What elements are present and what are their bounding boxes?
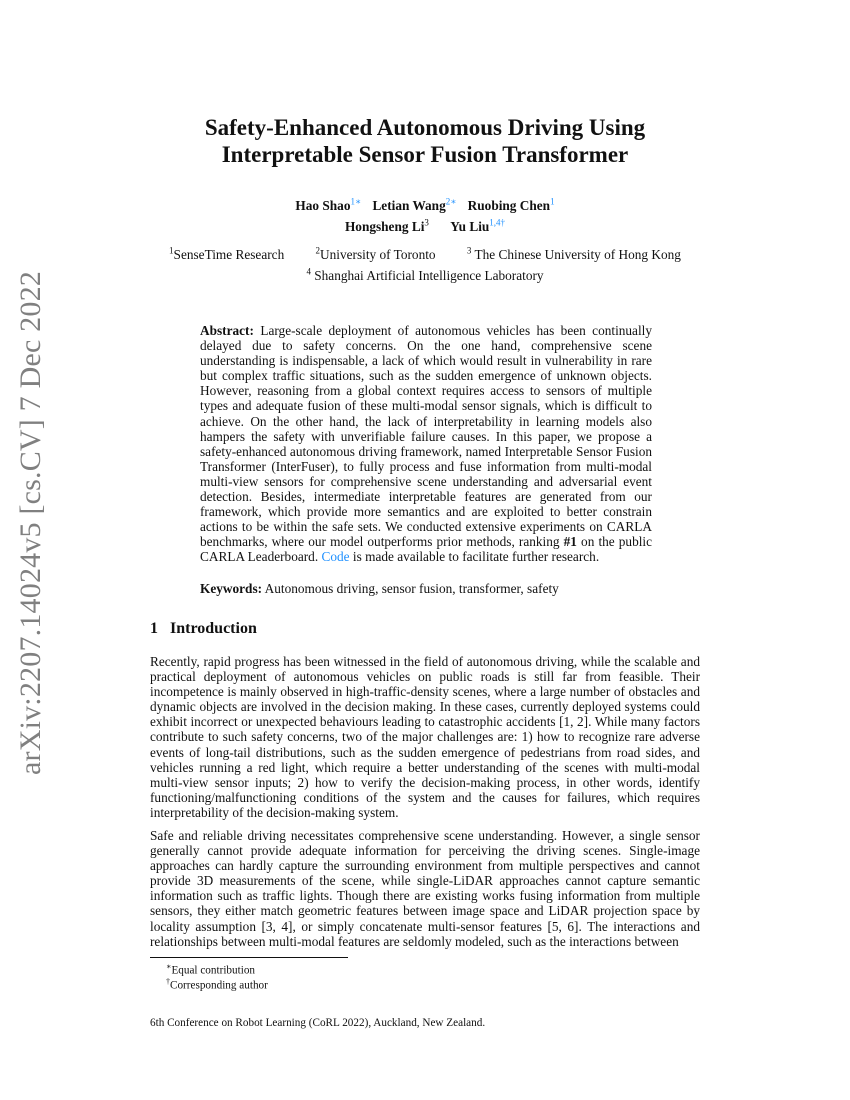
keywords (200, 581, 652, 596)
section-title: Introduction (170, 620, 257, 637)
abstract-text: Large-scale deployment of autonomous vehicles has been continually delayed due to safety concerns. On the one hand, comprehensive scene understanding is indispensable, a lack of which would result in vulnerability in rare but complex traffic situations, such as the sudden emergence of unknown objects. However, reasoning from a global context requires access to sensors of multiple types and adequate fusion of these multi-modal sensor signals, which is difficult to achieve. On the other hand, the lack of interpretability in learning models also hampers the safety with unverifiable failure causes. In this paper, we propose a safety-enhanced autonomous driving framework, named Interpretable Sensor Fusion Transformer (InterFuser), to fully process and fuse information from multi-modal multi-view sensors for comprehensive scene understanding and adversarial event detection. Besides, intermediate interpretable features are generated from our framework, which provide more semantics and are exploited to better constrain actions to be within the safe sets. We conducted extensive experiments on CARLA benchmarks, where our model outperforms prior methods, ranking (200, 323, 652, 550)
paragraph: Safe and reliable driving necessitates comprehensive scene understanding. However, a single sensor generally cannot provide adequate information for perceiving the driving scenes. Single-image approaches can hardly capture the surrounding environment from multiple perspectives and cannot provide 3D measurements of the scene, while single-LiDAR approaches cannot capture semantic information such as traffic lights. Though there are existing works fusing information from multiple sensors, they either match geometric features between image space and LiDAR projection space by locality assumption [3, 4], or simply concatenate multi-sensor features [5, 6]. The interactions and relationships between multi-modal features are seldomly modeled, such as the interactions between (150, 828, 700, 949)
keywords-text: Autonomous driving, sensor fusion, transformer, safety (264, 581, 559, 596)
author: Yu Liu$^{1,4\dagger}$ (450, 217, 506, 234)
paragraph: Recently, rapid progress has been witnessed in the field of autonomous driving, while the scalable and practical deployment of autonomous vehicles on public roads is still far from feasible. Their incompetence is mainly observed in high-traffic-density scenes, where a large number of obstacles and dynamic objects are involved in the decision making. In these cases, currently deployed systems could exhibit incorrect or unexpected behaviours leading to catastrophic accidents [1, 2]. While many factors contribute to such safety concerns, two of the major challenges are: 1) how to recognize rare adverse events of long-tail distributions, such as the sudden emergence of pedestrians from road sides, and vehicles running a red light, which require a better understanding of the scenes with multi-modal multi-view sensor inputs; 2) how to verify the decision-making process, in other words, identify functioning/malfunctioning conditions of the system and the causes for failures, which requires interpretability of the decision-making system. (150, 654, 700, 820)
author: Hongsheng Li$^3$ (344, 217, 429, 234)
title-line-1: Safety-Enhanced Autonomous Driving Using (204, 115, 646, 140)
arxiv-identifier: arXiv:2207.14024v5 [cs.CV] 7 Dec 2022 (14, 271, 47, 775)
abstract-text-continued: on the public CARLA Leaderboard. (200, 534, 653, 565)
author: Letian Wang$^{2∗}$ (372, 197, 457, 214)
affiliation-row-2 (150, 263, 700, 283)
rank-highlight: #1 (563, 534, 577, 550)
affiliation: $^2$University of Toronto (315, 246, 436, 263)
abstract-text-end: is made available to facilitate further research. (352, 549, 600, 565)
affiliation-row-1 (150, 243, 700, 263)
author-row-1 (150, 194, 700, 214)
keywords-label: Keywords: (200, 581, 263, 596)
affiliation: $^1$SenseTime Research (169, 246, 285, 263)
author-list (150, 194, 700, 235)
section-number: 1 (150, 620, 158, 637)
section-heading (150, 619, 257, 639)
affiliation: $^3$ The Chinese University of Hong Kong (466, 246, 681, 263)
author: Ruobing Chen$^1$ (467, 197, 555, 214)
footnote: ∗Equal contribution (166, 962, 256, 977)
affiliations (150, 243, 700, 284)
author-row-2 (150, 214, 700, 234)
author: Hao Shao$^{1∗}$ (295, 197, 362, 214)
footnote: †Corresponding author (166, 977, 268, 992)
abstract (200, 323, 652, 565)
code-link[interactable]: Code (321, 549, 350, 565)
conference-note: 6th Conference on Robot Learning (CoRL 2022), Auckland, New Zealand. (150, 1017, 486, 1029)
title-line-2: Interpretable Sensor Fusion Transformer (221, 142, 629, 167)
paper-title (150, 114, 700, 168)
abstract-label: Abstract: (200, 323, 254, 338)
footnote-rule (150, 957, 348, 958)
affiliation: $^4$ Shanghai Artificial Intelligence Laboratory (306, 266, 544, 283)
